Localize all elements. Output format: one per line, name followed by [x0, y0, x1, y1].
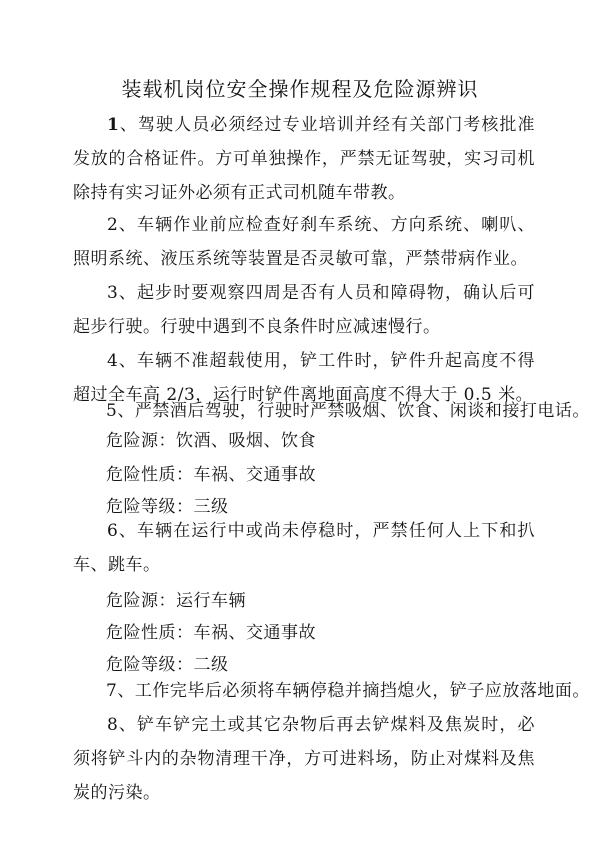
- rule-5-paragraph: 5、严禁酒后驾驶，行驶时严禁吸烟、饮食、闲谈和接打电话。: [106, 401, 590, 421]
- rule-6-hazard-level: 危险等级：二级: [106, 655, 229, 675]
- rule-1-number: 1: [107, 115, 120, 135]
- rule-3-paragraph: 3、起步时要观察四周是否有人员和障碍物，确认后可起步行驶。行驶中遇到不良条件时应减速慢行。: [73, 283, 535, 337]
- rule-1-paragraph: [73, 108, 535, 210]
- rule-5-hazard-level: 危险等级：三级: [106, 497, 229, 517]
- rule-8-paragraph: 8、铲车铲完土或其它杂物后再去铲煤料及焦炭时，必须将铲斗内的杂物清理干净，方可进料场，防止对煤料及焦炭的污染。: [73, 715, 535, 803]
- document-title: 装载机岗位安全操作规程及危险源辨识: [121, 77, 479, 101]
- rule-6-hazard-nature: 危险性质：车祸、交通事故: [106, 623, 316, 643]
- rule-4-paragraph: 4、车辆不准超载使用，铲工件时，铲件升起高度不得超过全车高 2/3，运行时铲件离地面高度不得大于 0.5 米。: [73, 351, 535, 405]
- rule-7-paragraph: 7、工作完毕后必须将车辆停稳并摘挡熄火，铲子应放落地面。: [106, 681, 590, 701]
- rule-5-hazard-source: 危险源：饮酒、吸烟、饮食: [106, 431, 316, 451]
- rule-6-paragraph: 6、车辆在运行中或尚未停稳时，严禁任何人上下和扒车、跳车。: [73, 521, 535, 575]
- rule-5-hazard-nature: 危险性质：车祸、交通事故: [106, 465, 316, 485]
- rule-2-paragraph: 2、车辆作业前应检查好刹车系统、方向系统、喇叭、照明系统、液压系统等装置是否灵敏可靠，严禁带病作业。: [73, 215, 535, 269]
- rule-6-hazard-source: 危险源：运行车辆: [106, 591, 246, 611]
- rule-1-text: 、驾驶人员必须经过专业培训并经有关部门考核批准发放的合格证件。方可单独操作，严禁无证驾驶，实习司机除持有实习证外必须有正式司机随车带教。: [73, 115, 535, 203]
